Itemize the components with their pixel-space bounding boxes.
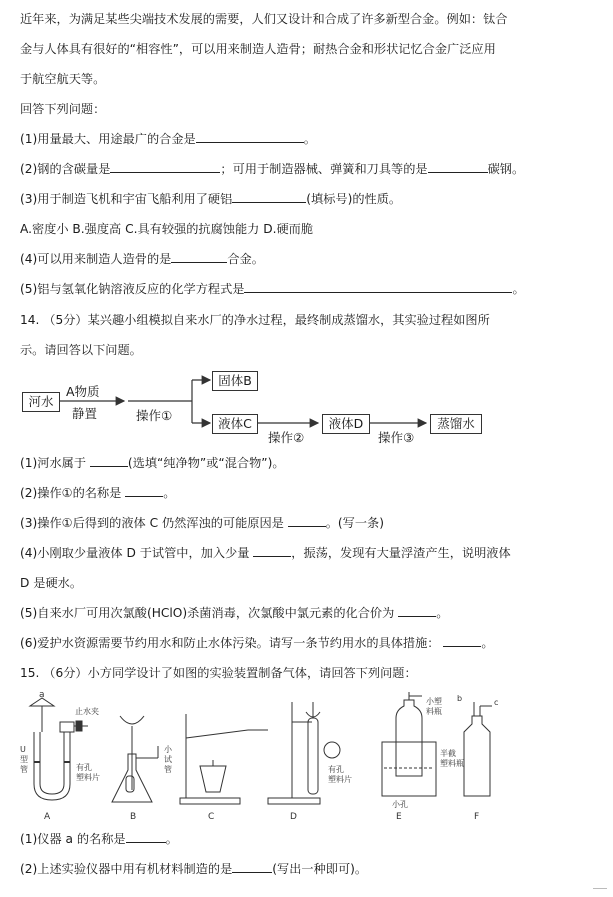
apparatus-d-test-tube [268, 702, 352, 804]
q13-part4-text: (4)可以用来制造人造骨的是 [20, 252, 172, 266]
q14-part5-end: 。 [436, 606, 449, 620]
small-tube-label-1: 小 [164, 745, 172, 754]
q13-part5 [20, 280, 525, 298]
answer-blank[interactable] [244, 280, 512, 293]
small-tube-label-2: 试 [164, 755, 172, 764]
reagent-a-label: A物质 [66, 384, 100, 399]
q13-part3-text: (3)用于制造飞机和宇宙飞船利用了硬铝 [20, 192, 233, 206]
u-tube-label-2: 型 [20, 755, 28, 764]
q13-part2-end: 碳钢。 [487, 162, 525, 176]
apparatus-f-gas-bottle [457, 694, 498, 796]
q14-part2 [20, 484, 175, 502]
small-hole-label: 小孔 [392, 800, 408, 809]
intro-line-2: 金与人体具有很好的“相容性”，可以用来制造人造骨；耐热合金和形状记忆合金广泛应用 [20, 42, 496, 56]
q13-part5-text: (5)铝与氢氧化钠溶液反应的化学方程式是 [20, 282, 245, 296]
perforated-plate-d-label-1: 有孔 [328, 765, 344, 774]
q13-part1-end: 。 [303, 132, 316, 146]
half-bottle-label-2: 塑料瓶 [440, 759, 464, 768]
answer-blank[interactable] [196, 130, 304, 143]
intro-line-1: 近年来，为满足某些尖端技术发展的需要，人们又设计和合成了许多新型合金。例如：钛合 [20, 12, 508, 26]
answer-blank[interactable] [288, 514, 326, 527]
apparatus-label-b: B [130, 812, 137, 822]
q15-heading: 15. （6分）小方同学设计了如图的实验装置制备气体，请回答下列问题： [20, 666, 417, 680]
q13-part1-text: (1)用量最大、用途最广的合金是 [20, 132, 196, 146]
q14-part6-text: (6)爱护水资源需要节约用水和防止水体污染。请写一条节约用水的具体措施： [20, 636, 440, 650]
gas-apparatus-figure [20, 692, 520, 822]
half-bottle-label-1: 半截 [440, 749, 456, 758]
liquid-c-box: 液体C [212, 414, 258, 434]
q14-part6 [20, 634, 494, 652]
answer-blank[interactable] [232, 190, 306, 203]
label-c: c [494, 698, 499, 707]
q14-part6-end: 。 [481, 636, 494, 650]
perforated-plate-label-2: 塑料片 [76, 773, 100, 782]
apparatus-label-c: C [208, 812, 215, 822]
solid-b-box: 固体B [212, 371, 258, 391]
distilled-water-box: 蒸馏水 [430, 414, 482, 434]
q14-heading-2: 示。请回答以下问题。 [20, 343, 142, 357]
label-b: b [457, 694, 463, 703]
q14-part4-end: ，振荡，发现有大量浮渣产生，说明液体 [291, 546, 511, 560]
q14-part1-end: (选填“纯净物”或“混合物”)。 [127, 456, 285, 470]
q13-part4-end: 合金。 [227, 252, 264, 266]
answer-blank[interactable] [171, 250, 227, 263]
answer-blank[interactable] [125, 484, 163, 497]
answer-blank[interactable] [428, 160, 488, 173]
q15-part2-end: (写出一种即可)。 [272, 862, 368, 876]
q14-part5 [20, 604, 448, 622]
q13-options: A.密度小 B.强度高 C.具有较强的抗腐蚀能力 D.硬而脆 [20, 222, 314, 236]
q14-part4-text: (4)小刚取少量液体 D 于试管中，加入少量 [20, 546, 250, 560]
operation-3-label: 操作③ [378, 430, 415, 445]
page-edge-mark [593, 888, 607, 889]
q14-part3-end: 。(写一条) [325, 516, 384, 530]
q15-part1-text: (1)仪器 a 的名称是 [20, 832, 126, 846]
liquid-d-box: 液体D [322, 414, 370, 434]
q13-part2-mid: ；可用于制造器械、弹簧和刀具等的是 [220, 162, 428, 176]
water-clamp-label: 止水夹 [75, 707, 99, 716]
q15-part1 [20, 830, 178, 848]
small-bottle-label-1: 小塑 [426, 697, 442, 706]
apparatus-b-flask [112, 716, 173, 802]
perforated-plate-label-1: 有孔 [76, 763, 92, 772]
intro-line-3: 于航空航天等。 [20, 72, 106, 86]
q14-part4 [20, 544, 511, 562]
q13-part3 [20, 190, 401, 208]
u-tube-label-3: 管 [20, 765, 28, 774]
operation-2-label: 操作② [268, 430, 305, 445]
answer-blank[interactable] [110, 160, 220, 173]
answer-blank[interactable] [126, 830, 166, 843]
small-tube-label-3: 管 [164, 765, 172, 774]
q14-part1-text: (1)河水属于 [20, 456, 87, 470]
settle-label: 静置 [72, 406, 98, 421]
q14-part3-text: (3)操作①后得到的液体 C 仍然浑浊的可能原因是 [20, 516, 284, 530]
q14-part2-end: 。 [163, 486, 176, 500]
u-tube-label-1: U [20, 745, 26, 754]
answer-blank[interactable] [90, 454, 128, 467]
q14-part1 [20, 454, 285, 472]
apparatus-a-u-tube [20, 692, 100, 800]
q13-part4 [20, 250, 264, 268]
q14-heading-1: 14. （5分）某兴趣小组模拟自来水厂的净水过程，最终制成蒸馏水，其实验过程如图所 [20, 313, 490, 327]
answer-prompt: 回答下列问题： [20, 102, 106, 116]
perforated-plate-d-label-2: 塑料片 [328, 775, 352, 784]
q13-part3-end: (填标号)的性质。 [306, 192, 402, 206]
apparatus-label-f: F [474, 812, 480, 822]
answer-blank[interactable] [398, 604, 436, 617]
q15-part2 [20, 860, 367, 878]
q14-part4-continued: D 是硬水。 [20, 576, 83, 590]
q15-part1-end: 。 [165, 832, 178, 846]
answer-blank[interactable] [443, 634, 481, 647]
label-a: a [39, 692, 45, 700]
small-bottle-label-2: 料瓶 [426, 707, 442, 716]
q13-part5-end: 。 [512, 282, 525, 296]
water-purification-flowchart [20, 368, 500, 448]
apparatus-label-e: E [396, 812, 402, 822]
operation-1-label: 操作① [136, 408, 173, 423]
q14-part5-text: (5)自来水厂可用次氯酸(HClO)杀菌消毒，次氯酸中氯元素的化合价为 [20, 606, 395, 620]
q14-part2-text: (2)操作①的名称是 [20, 486, 122, 500]
apparatus-e-bottles [382, 692, 464, 809]
q13-part2 [20, 160, 524, 178]
q14-part3 [20, 514, 384, 532]
answer-blank[interactable] [232, 860, 272, 873]
q15-part2-text: (2)上述实验仪器中用有机材料制造的是 [20, 862, 233, 876]
apparatus-label-d: D [290, 812, 297, 822]
apparatus-c-heating [180, 714, 268, 804]
answer-blank[interactable] [253, 544, 291, 557]
apparatus-label-a: A [44, 812, 51, 822]
river-water-box: 河水 [22, 392, 60, 412]
q13-part1 [20, 130, 316, 148]
q13-part2-text: (2)钢的含碳量是 [20, 162, 111, 176]
